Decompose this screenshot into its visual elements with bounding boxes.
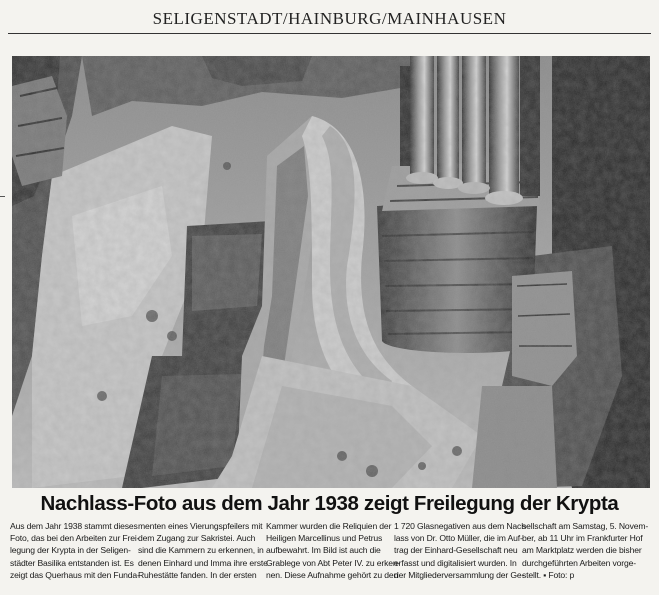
text-line: dem Zugang zur Sakristei. Auch [138, 533, 256, 544]
text-line: Kammer wurden die Reliquien der [266, 521, 392, 531]
text-line: ber, ab 11 Uhr im Frankfurter Hof [522, 533, 643, 544]
text-column [138, 520, 268, 581]
text-column [522, 520, 649, 581]
section-title: SELIGENSTADT/HAINBURG/MAINHAUSEN [152, 9, 507, 28]
text-line: menten eines Vierungspfeilers mit [138, 521, 263, 531]
text-column [10, 520, 140, 581]
text-line: stellt. ▪ Foto: p [522, 569, 575, 580]
text-line: 1 720 Glasnegativen aus dem Nach- [394, 521, 529, 531]
text-line: Grablege von Abt Peter IV. zu erken- [266, 557, 401, 568]
text-line: Heiligen Marcellinus und Petrus [266, 533, 383, 544]
article-body [10, 520, 651, 590]
text-line: trag der Einhard-Gesellschaft neu [394, 545, 518, 556]
article-headline: Nachlass-Foto aus dem Jahr 1938 zeigt Freilegung der Krypta [40, 492, 619, 515]
text-column [266, 520, 401, 581]
text-line: legung der Krypta in der Seligen- [10, 545, 131, 556]
text-line: durchgeführten Arbeiten vorge- [522, 557, 636, 568]
text-column [394, 520, 529, 581]
text-line: aufbewahrt. Im Bild ist auch die [266, 545, 381, 556]
text-line: zeigt das Querhaus mit den Funda- [10, 569, 140, 580]
text-line: Foto, das bei den Arbeiten zur Frei- [10, 533, 140, 544]
text-line: nen. Diese Aufnahme gehört zu den [266, 569, 399, 580]
text-line: sind die Kammern zu erkennen, in [138, 545, 264, 556]
text-line: städter Basilika entstanden ist. Es [10, 557, 134, 568]
text-line: erfasst und digitalisiert wurden. In [394, 557, 517, 568]
text-line: denen Einhard und Imma ihre erste [138, 557, 268, 568]
text-line: am Marktplatz werden die bisher [522, 545, 642, 556]
text-line: Aus dem Jahr 1938 stammt dieses [10, 521, 138, 531]
text-line: sellschaft am Samstag, 5. Novem- [522, 521, 649, 531]
crypt-excavation-photo [12, 56, 650, 488]
text-line: der Mitgliederversammlung der Ge- [394, 569, 525, 580]
text-line: Ruhestätte fanden. In der ersten [138, 569, 257, 580]
header-rule [8, 33, 651, 34]
margin-mark [0, 196, 5, 197]
text-line: lass von Dr. Otto Müller, die im Auf- [394, 533, 523, 544]
